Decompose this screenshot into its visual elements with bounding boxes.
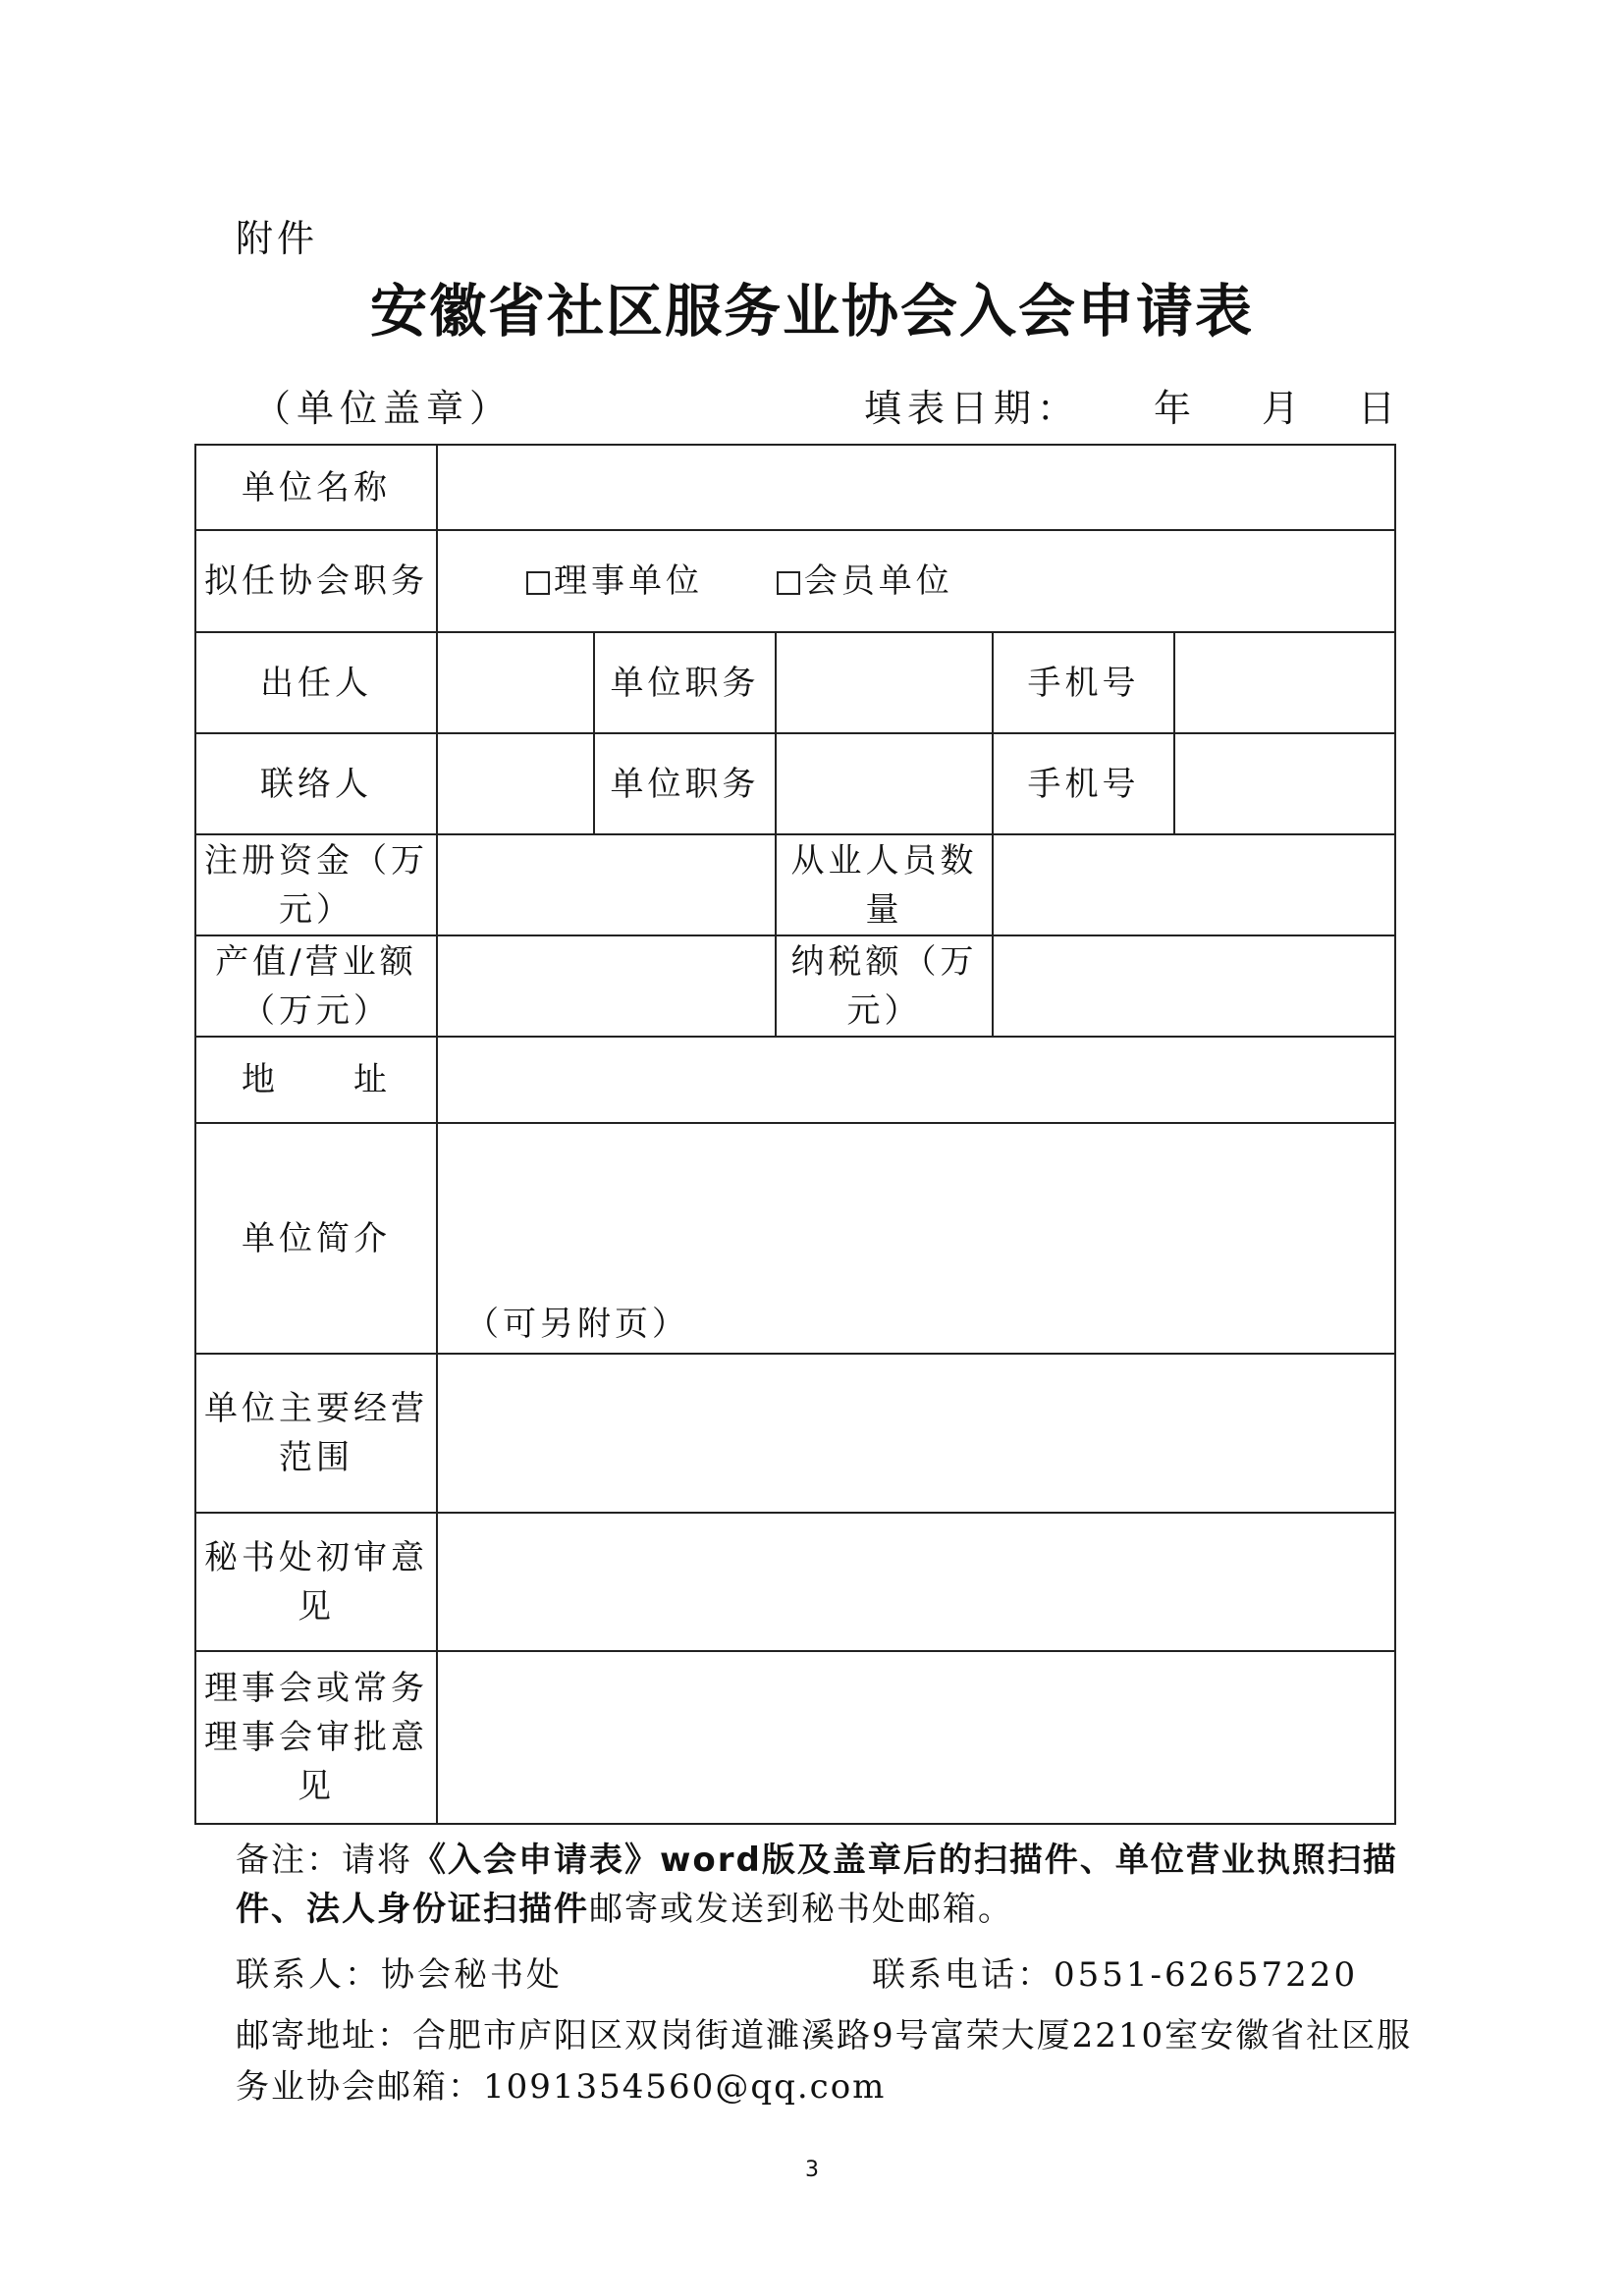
table-row xyxy=(195,935,1395,1037)
member-checkbox[interactable] xyxy=(777,571,800,595)
council-approval-field[interactable] xyxy=(437,1651,1395,1824)
business-scope-label: 单位主要经营范围 xyxy=(195,1354,437,1513)
table-row xyxy=(195,1037,1395,1123)
revenue-label: 产值/营业额（万元） xyxy=(195,935,437,1037)
date-year-label: 年 xyxy=(1154,387,1192,430)
address-label: 地 址 xyxy=(195,1037,437,1123)
liaison-label: 联络人 xyxy=(195,733,437,834)
table-row xyxy=(195,733,1395,834)
registered-capital-field[interactable] xyxy=(437,834,776,935)
secretariat-review-field[interactable] xyxy=(437,1513,1395,1651)
tax-field[interactable] xyxy=(993,935,1395,1037)
liaison-name-field[interactable] xyxy=(437,733,594,834)
table-row xyxy=(195,530,1395,632)
leader-mobile-field[interactable] xyxy=(1174,632,1395,733)
liaison-position-field[interactable] xyxy=(776,733,993,834)
form-title: 安徽省社区服务业协会入会申请表 xyxy=(369,278,1254,345)
leader-label: 出任人 xyxy=(195,632,437,733)
note-paragraph xyxy=(236,1836,1414,1934)
council-approval-label: 理事会或常务理事会审批意见 xyxy=(195,1651,437,1824)
note-lead: 备注：请将 xyxy=(236,1841,412,1880)
seal-label: （单位盖章） xyxy=(253,387,514,430)
liaison-mobile-label: 手机号 xyxy=(993,733,1174,834)
page-number: 3 xyxy=(805,2158,819,2182)
table-row xyxy=(195,1651,1395,1824)
unit-name-field[interactable] xyxy=(437,445,1395,530)
table-row xyxy=(195,834,1395,935)
mailing-address: 邮寄地址：合肥市庐阳区双岗街道濉溪路9号富荣大厦2210室安徽省社区服务业协会邮箱：1091354560@qq.com xyxy=(236,2016,1413,2107)
table-row xyxy=(195,1123,1395,1354)
liaison-mobile-field[interactable] xyxy=(1174,733,1395,834)
registered-capital-label: 注册资金（万元） xyxy=(195,834,437,935)
contact-person: 联系人：协会秘书处 xyxy=(236,1955,563,1995)
note-tail: 邮寄或发送到秘书处邮箱。 xyxy=(589,1890,1013,1929)
table-row xyxy=(195,632,1395,733)
application-form-table xyxy=(194,444,1396,1825)
leader-name-field[interactable] xyxy=(437,632,594,733)
intro-label: 单位简介 xyxy=(195,1123,437,1354)
extra-page-hint: （可另附页） xyxy=(465,1305,689,1344)
intro-field[interactable] xyxy=(437,1123,1395,1354)
leader-position-label: 单位职务 xyxy=(594,632,776,733)
table-row xyxy=(195,1513,1395,1651)
member-option[interactable] xyxy=(777,557,953,606)
table-row xyxy=(195,445,1395,530)
fill-date-label: 填表日期： xyxy=(864,387,1081,430)
address-field[interactable] xyxy=(437,1037,1395,1123)
date-day-label: 日 xyxy=(1358,387,1396,430)
proposed-role-label: 拟任协会职务 xyxy=(195,530,437,632)
role-options xyxy=(437,530,1395,632)
council-member-label: 理事单位 xyxy=(554,561,703,601)
member-label: 会员单位 xyxy=(803,561,953,601)
unit-name-label: 单位名称 xyxy=(195,445,437,530)
secretariat-review-label: 秘书处初审意见 xyxy=(195,1513,437,1651)
revenue-field[interactable] xyxy=(437,935,776,1037)
employees-field[interactable] xyxy=(993,834,1395,935)
attachment-label: 附件 xyxy=(236,217,319,260)
leader-mobile-label: 手机号 xyxy=(993,632,1174,733)
tax-label: 纳税额（万元） xyxy=(776,935,993,1037)
note-emphasis: 《入会申请表》word版及盖章后的扫描件、单位营业执照扫描件、法人身份证扫描件 xyxy=(236,1841,1398,1929)
table-row xyxy=(195,1354,1395,1513)
leader-position-field[interactable] xyxy=(776,632,993,733)
liaison-position-label: 单位职务 xyxy=(594,733,776,834)
council-member-option[interactable] xyxy=(526,557,703,606)
date-month-label: 月 xyxy=(1262,387,1300,430)
contact-phone: 联系电话：0551-62657220 xyxy=(872,1955,1359,1995)
employees-label: 从业人员数量 xyxy=(776,834,993,935)
business-scope-field[interactable] xyxy=(437,1354,1395,1513)
council-member-checkbox[interactable] xyxy=(526,571,550,595)
